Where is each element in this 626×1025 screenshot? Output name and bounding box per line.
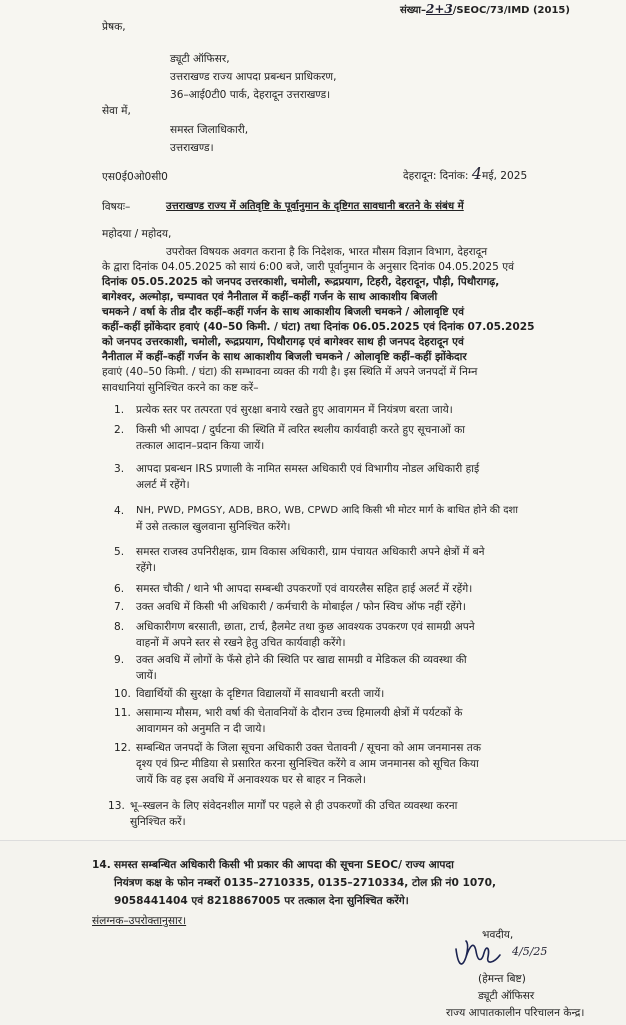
list-item-text: उक्त अवधि में लोगों के फँसे होने की स्थिति पर खाद्य सामग्री व मेडिकल की व्यवस्था की (136, 654, 467, 666)
subject-text: उत्तराखण्ड राज्य में अतिवृष्टि के पूर्वानुमान के दृष्टिगत सावधानी बरतने के संबंध में (166, 201, 464, 212)
handwritten-signature (448, 935, 518, 973)
list-item-number: 2. (114, 424, 125, 436)
list-item-text: समस्त सम्बन्धित अधिकारी किसी भी प्रकार की आपदा की सूचना SEOC/ राज्य आपदा (114, 859, 454, 871)
list-item-text: वाहनों में अपने स्तर से रखने हेतु उचित कार्यवाही करेंगे। (136, 637, 346, 649)
list-item-number: 4. (114, 505, 125, 517)
list-item-text: नियंत्रण कक्ष के फोन नम्बरों 0135–2710335, 0135–2710334, टोल फ्री नं0 1070, (114, 877, 497, 889)
list-item-text: समस्त राजस्व उपनिरीक्षक, ग्राम विकास अधिकारी, ग्राम पंचायत अधिकारी अपने क्षेत्रों में बने (136, 546, 485, 558)
list-item-text: अधिकारीगण बरसाती, छाता, टार्च, हैलमेट तथा कुछ आवश्यक उपकरण एवं सामग्री अपने (136, 621, 475, 633)
reference-prefix: संख्या– (400, 5, 426, 16)
list-item-number: 5. (114, 546, 125, 558)
closing-yours: भवदीय, (482, 929, 514, 941)
list-item-number: 7. (114, 601, 125, 613)
list-item-text: जायें कि वह इस अवधि में अनावश्यक घर से बाहर न निकले। (136, 774, 366, 786)
body-line: सावधानियां सुनिश्चित करने का कष्ट करें– (102, 382, 259, 394)
to-recipient: समस्त जिलाधिकारी, (170, 124, 249, 136)
list-item-text: भू–स्खलन के लिए संवेदनशील मार्गों पर पहले से ही उपकरणों की उचित व्यवस्था करना (130, 800, 458, 812)
list-item-number: 13. (108, 800, 125, 812)
body-line: कहीं–कहीं झोंकेदार हवाएं (40–50 किमी. / घंटा) तथा दिनांक 06.05.2025 एवं दिनांक 07.05.2025 (102, 321, 535, 333)
list-item-number: 12. (114, 742, 131, 754)
list-item-text: आवागमन को अनुमति न दी जाये। (136, 723, 266, 735)
list-item-number: 10. (114, 688, 131, 700)
list-item-text: जायें। (136, 670, 157, 682)
letter-page-bottom (0, 840, 626, 1025)
reference-number (400, 2, 570, 18)
reference-handwritten-number: 2+3 (426, 2, 453, 16)
date-handwritten-day: 4 (471, 164, 483, 183)
list-item-text: किसी भी आपदा / दुर्घटना की स्थिति में त्वरित स्थलीय कार्यवाही करते हुए सूचनाओं का (136, 424, 465, 436)
list-item-text: प्रत्येक स्तर पर तत्परता एवं सुरक्षा बनाये रखते हुए आवागमन में नियंत्रण बरता जाये। (136, 404, 453, 416)
from-designation: ड्यूटी ऑफिसर, (170, 53, 230, 65)
body-line: दिनांक 05.05.2025 को जनपद उत्तरकाशी, चमोली, रूद्रप्रयाग, टिहरी, देहरादून, पौड़ी, पिथौरागढ़, (102, 276, 500, 288)
letter-date (403, 164, 528, 183)
date-month-year: मई, 2025 (482, 170, 528, 182)
list-item-number: 8. (114, 621, 125, 633)
from-label: प्रेषक, (102, 21, 126, 33)
list-item-number: 11. (114, 707, 131, 719)
signature-date: 4/5/25 (512, 945, 548, 958)
list-item-text: विद्यार्थियों की सुरक्षा के दृष्टिगत विद्यालयों में सावधानी बरती जायें। (136, 688, 385, 700)
body-line: नैनीताल में कहीं–कहीं गर्जन के साथ आकाशीय बिजली चमकने / ओलावृष्टि कहीं–कहीं झोंकेदार (102, 351, 467, 363)
to-state: उत्तराखण्ड। (170, 142, 214, 154)
body-line: बागेश्वर, अल्मोड़ा, चम्पावत एवं नैनीताल में कहीं–कहीं गर्जन के साथ आकाशीय बिजली (102, 291, 438, 303)
list-item-text: रहेंगे। (136, 562, 156, 574)
list-item-text: सम्बन्धित जनपदों के जिला सूचना अधिकारी उक्त चेतावनी / सूचना को आम जनमानस तक (136, 742, 481, 754)
body-line: हवाएं (40–50 किमी. / घंटा) की सम्भावना व्यक्त की गयी है। इस स्थिति में अपने जनपदों में निम्न (102, 366, 478, 378)
list-item-text: NH, PWD, PMGSY, ADB, BRO, WB, CPWD आदि किसी भी मोटर मार्ग के बाधित होने की दशा (136, 505, 518, 516)
body-line: उपरोक्त विषयक अवगत कराना है कि निदेशक, भारत मौसम विज्ञान विभाग, देहरादून (166, 246, 488, 258)
signatory-center: राज्य आपातकालीन परिचालन केन्द्र। (446, 1007, 585, 1019)
list-item-text: सुनिश्चित करें। (130, 816, 186, 828)
reference-suffix: /SEOC/73/IMD (2015) (452, 5, 570, 16)
list-item-text: आपदा प्रबन्धन IRS प्रणाली के नामित समस्त अधिकारी एवं विभागीय नोडल अधिकारी हाई (136, 463, 480, 475)
body-line: के द्वारा दिनांक 04.05.2025 को सायं 6:00 बजे, जारी पूर्वानुमान के अनुसार दिनांक 04.05.2025 एवं (102, 261, 515, 273)
salutation: महोदया / महोदय, (102, 228, 172, 240)
to-label: सेवा में, (102, 105, 131, 117)
subject-label: विषयः– (102, 201, 131, 213)
office-code: एस0ई0ओ0सी0 (102, 171, 168, 183)
list-item-text: दृश्य एवं प्रिन्ट मीडिया से प्रसारित करना सुनिश्चित करेंगे व आम जनमानस को सूचित किया (136, 758, 479, 770)
list-item-number: 1. (114, 404, 125, 416)
list-item-text: में उसे तत्काल खुलवाना सुनिश्चित करेंगे। (136, 521, 291, 533)
enclosure-note: संलग्नक–उपरोक्तानुसार। (92, 915, 187, 927)
list-item-number: 3. (114, 463, 125, 475)
list-item-number: 14. (92, 859, 111, 871)
body-line: चमकने / वर्षा के तीव्र दौर कहीं–कहीं गर्जन के साथ आकाशीय बिजली चमकने / ओलावृष्टि एवं (102, 306, 465, 318)
list-item-text: तत्काल आदान–प्रदान किया जायें। (136, 440, 265, 452)
body-line: को जनपद उत्तरकाशी, चमोली, रूद्रप्रयाग, पिथौरागढ़ एवं बागेश्वर साथ ही जनपद देहरादून एवं (102, 336, 464, 348)
list-item-text: उक्त अवधि में किसी भी अधिकारी / कर्मचारी के मोबाईल / फोन स्विच ऑफ नहीं रहेंगे। (136, 601, 466, 613)
signatory-designation: ड्यूटी ऑफिसर (478, 990, 535, 1002)
list-item-text: असामान्य मौसम, भारी वर्षा की चेतावनियों के दौरान उच्च हिमालयी क्षेत्रों में पर्यटकों के (136, 707, 463, 719)
list-item-number: 6. (114, 583, 125, 595)
list-item-text: समस्त चौकी / थाने भी आपदा सम्बन्धी उपकरणों एवं वायरलैस सहित हाई अलर्ट में रहेंगे। (136, 583, 473, 595)
signatory-name: (हेमन्त बिष्ट) (478, 973, 526, 985)
list-item-text: 9058441404 एवं 8218867005 पर तत्काल देना सुनिश्चित करेंगे। (114, 895, 409, 907)
from-address: 36–आई0टी0 पार्क, देहरादून उत्तराखण्ड। (170, 89, 331, 101)
list-item-number: 9. (114, 654, 125, 666)
date-prefix: देहरादून: दिनांक: (403, 170, 469, 182)
from-organization: उत्तराखण्ड राज्य आपदा प्रबन्धन प्राधिकरण, (170, 71, 337, 83)
list-item-text: अलर्ट में रहेंगे। (136, 479, 190, 491)
